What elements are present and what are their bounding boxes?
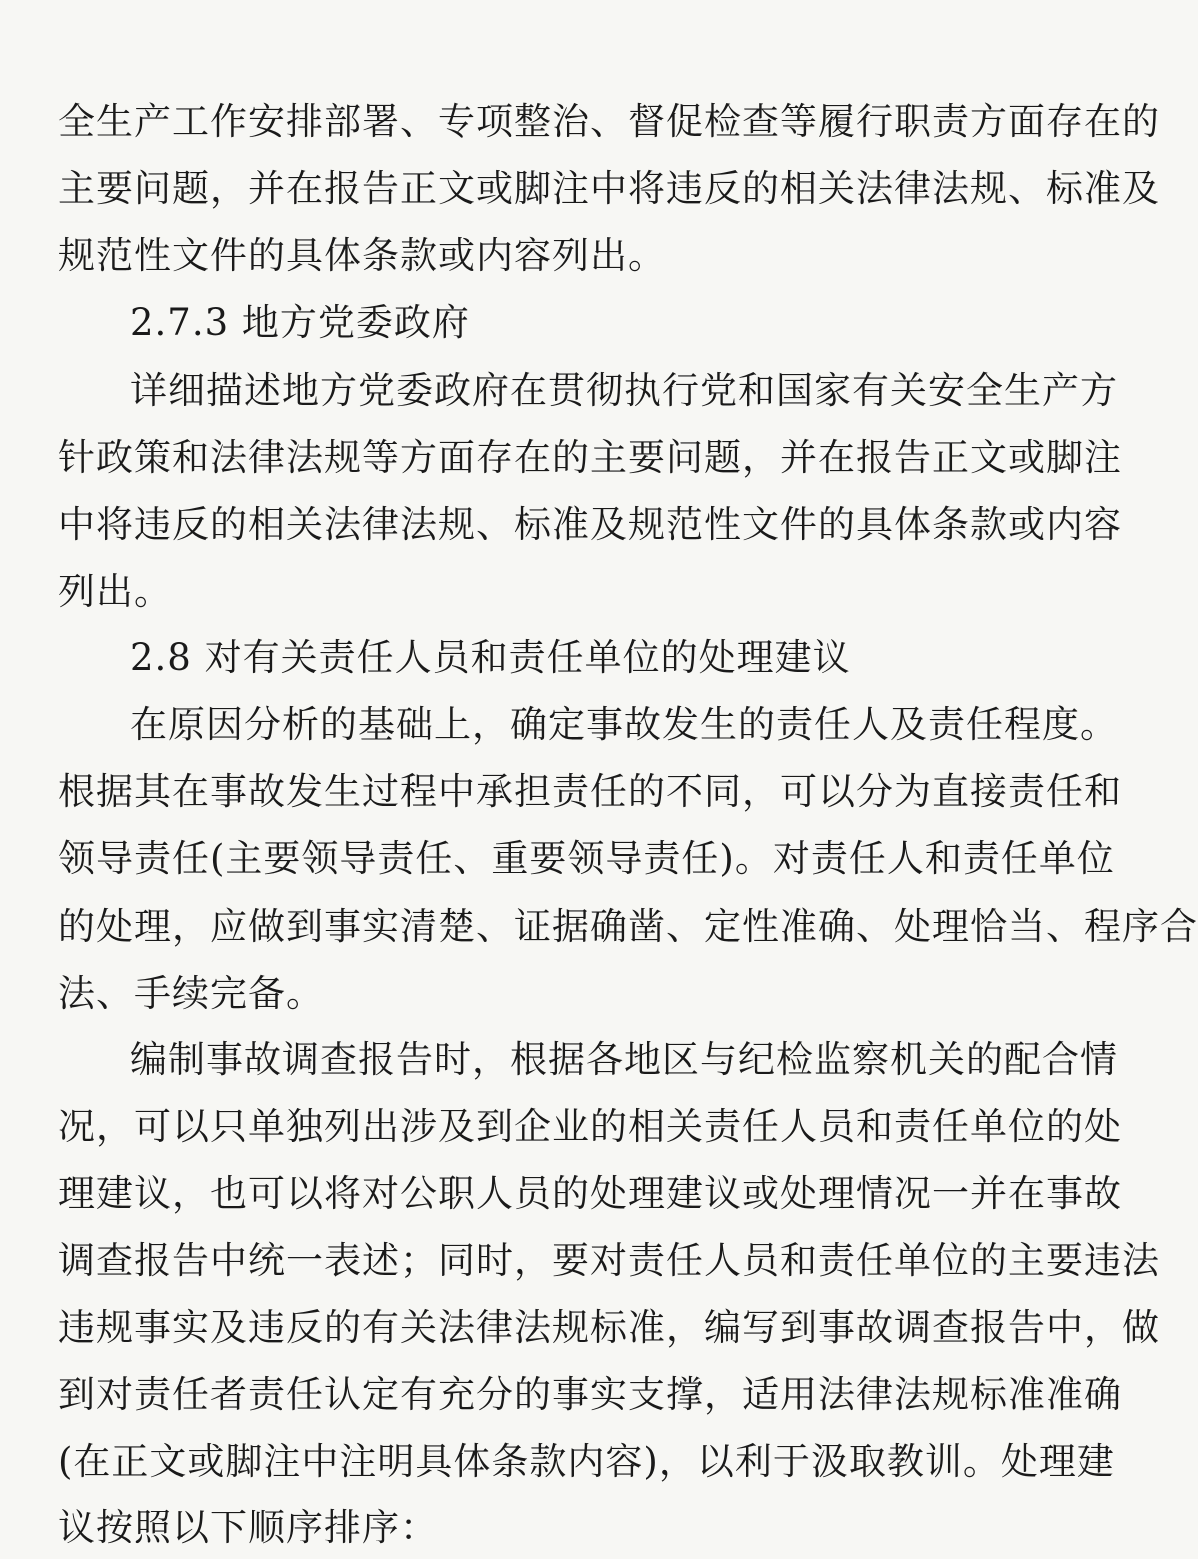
body-text-line: 针政策和法律法规等方面存在的主要问题，并在报告正文或脚注 bbox=[58, 436, 1122, 479]
body-text-line: (在正文或脚注中注明具体条款内容)，以利于汲取教训。处理建 bbox=[58, 1440, 1115, 1483]
body-text-line: 调查报告中统一表述；同时，要对责任人员和责任单位的主要违法 bbox=[58, 1239, 1160, 1282]
body-text-line: 在原因分析的基础上，确定事故发生的责任人及责任程度。 bbox=[130, 703, 1118, 746]
body-text-line: 规范性文件的具体条款或内容列出。 bbox=[58, 234, 666, 277]
body-text-line: 中将违反的相关法律法规、标准及规范性文件的具体条款或内容 bbox=[58, 503, 1122, 546]
section-heading-2-8: 2.8 对有关责任人员和责任单位的处理建议 bbox=[130, 636, 851, 679]
body-text-line: 的处理，应做到事实清楚、证据确凿、定性准确、处理恰当、程序合 bbox=[58, 905, 1198, 948]
body-text-line: 到对责任者责任认定有充分的事实支撑，适用法律法规标准准确 bbox=[58, 1373, 1122, 1416]
body-text-line: 理建议，也可以将对公职人员的处理建议或处理情况一并在事故 bbox=[58, 1172, 1122, 1215]
body-text-line: 根据其在事故发生过程中承担责任的不同，可以分为直接责任和 bbox=[58, 770, 1122, 813]
body-text-line: 列出。 bbox=[58, 570, 172, 613]
body-text-line: 全生产工作安排部署、专项整治、督促检查等履行职责方面存在的 bbox=[58, 100, 1160, 143]
section-heading-2-7-3: 2.7.3 地方党委政府 bbox=[130, 301, 470, 344]
body-text-line: 违规事实及违反的有关法律法规标准，编写到事故调查报告中，做 bbox=[58, 1306, 1160, 1349]
body-text-line: 况，可以只单独列出涉及到企业的相关责任人员和责任单位的处 bbox=[58, 1105, 1122, 1148]
body-text-line: 法、手续完备。 bbox=[58, 972, 324, 1015]
body-text-line: 领导责任(主要领导责任、重要领导责任)。对责任人和责任单位 bbox=[58, 837, 1115, 880]
body-text-line: 编制事故调查报告时，根据各地区与纪检监察机关的配合情 bbox=[130, 1038, 1118, 1081]
body-text-line: 主要问题，并在报告正文或脚注中将违反的相关法律法规、标准及 bbox=[58, 167, 1160, 210]
body-text-line: 详细描述地方党委政府在贯彻执行党和国家有关安全生产方 bbox=[130, 369, 1118, 412]
body-text-line: 议按照以下顺序排序： bbox=[58, 1506, 438, 1549]
